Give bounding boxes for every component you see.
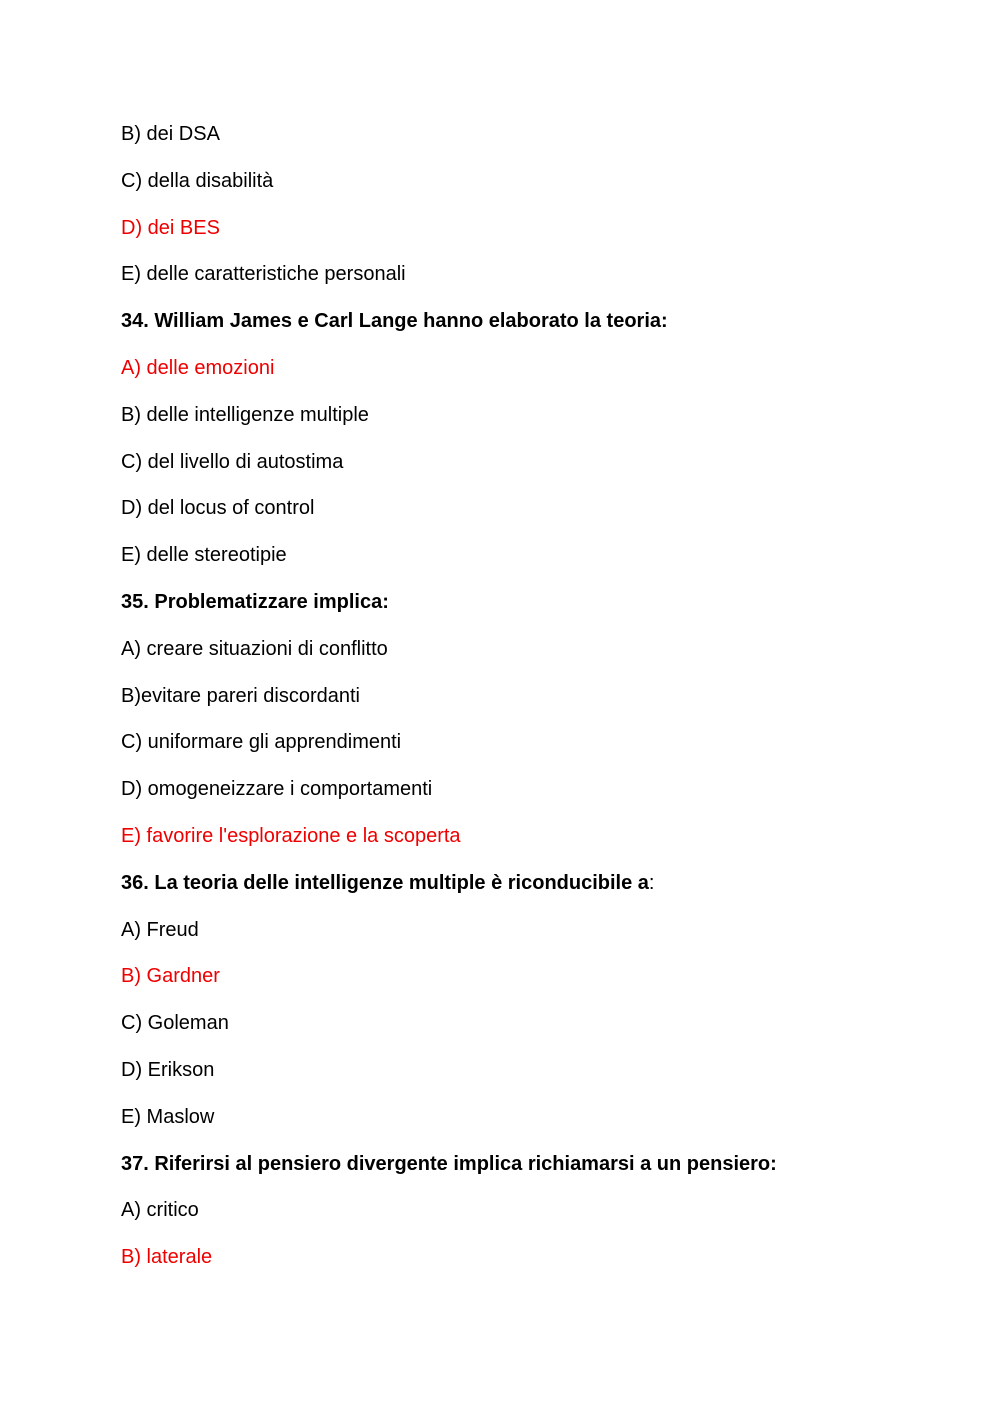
answer-label: E) delle caratteristiche personali: [121, 263, 406, 286]
question-label: 36. La teoria delle intelligenze multiple è riconducibile a: [121, 871, 649, 894]
answer-option: [121, 260, 921, 307]
answer-option: [121, 494, 921, 541]
question-text: [121, 869, 921, 916]
answer-option: [121, 1196, 921, 1243]
answer-label: B) laterale: [121, 1246, 213, 1269]
question-label: 34. William James e Carl Lange hanno elaborato la teoria:: [121, 310, 668, 333]
answer-option: [121, 1103, 921, 1150]
correct-answer-option: [121, 1243, 921, 1290]
quiz-content: [121, 120, 921, 1290]
answer-option: [121, 916, 921, 963]
correct-answer-option: [121, 354, 921, 401]
answer-option: [121, 401, 921, 448]
answer-option: [121, 167, 921, 214]
answer-label: B) Gardner: [121, 965, 220, 988]
answer-label: A) delle emozioni: [121, 356, 275, 379]
question-label: 35. Problematizzare implica:: [121, 590, 389, 613]
answer-label: B) dei DSA: [121, 123, 220, 145]
answer-label: D) dei BES: [121, 216, 220, 239]
answer-label: C) del livello di autostima: [121, 450, 344, 473]
question-text: [121, 1150, 921, 1197]
answer-label: D) omogeneizzare i comportamenti: [121, 778, 433, 801]
answer-option: [121, 120, 921, 167]
answer-option: [121, 775, 921, 822]
answer-label: A) critico: [121, 1199, 199, 1222]
answer-option: [121, 682, 921, 729]
answer-label: A) Freud: [121, 918, 199, 941]
answer-label: C) uniformare gli apprendimenti: [121, 731, 402, 754]
answer-label: E) Maslow: [121, 1105, 215, 1128]
answer-option: [121, 448, 921, 495]
correct-answer-option: [121, 214, 921, 261]
question-text: [121, 588, 921, 635]
answer-label: C) Goleman: [121, 1012, 229, 1035]
answer-option: [121, 728, 921, 775]
answer-option: [121, 541, 921, 588]
answer-label: B)evitare pareri discordanti: [121, 684, 360, 707]
answer-label: C) della disabilità: [121, 169, 274, 192]
answer-label: B) delle intelligenze multiple: [121, 403, 369, 426]
answer-option: [121, 635, 921, 682]
correct-answer-option: [121, 962, 921, 1009]
answer-label: D) Erikson: [121, 1058, 215, 1081]
answer-label: E) favorire l'esplorazione e la scoperta: [121, 824, 461, 847]
question-text: [121, 307, 921, 354]
question-suffix: :: [648, 871, 655, 894]
answer-label: E) delle stereotipie: [121, 544, 287, 567]
answer-label: A) creare situazioni di conflitto: [121, 637, 388, 660]
answer-option: [121, 1009, 921, 1056]
correct-answer-option: [121, 822, 921, 869]
answer-label: D) del locus of control: [121, 497, 315, 520]
answer-option: [121, 1056, 921, 1103]
question-label: 37. Riferirsi al pensiero divergente implica richiamarsi a un pensiero:: [121, 1152, 777, 1175]
